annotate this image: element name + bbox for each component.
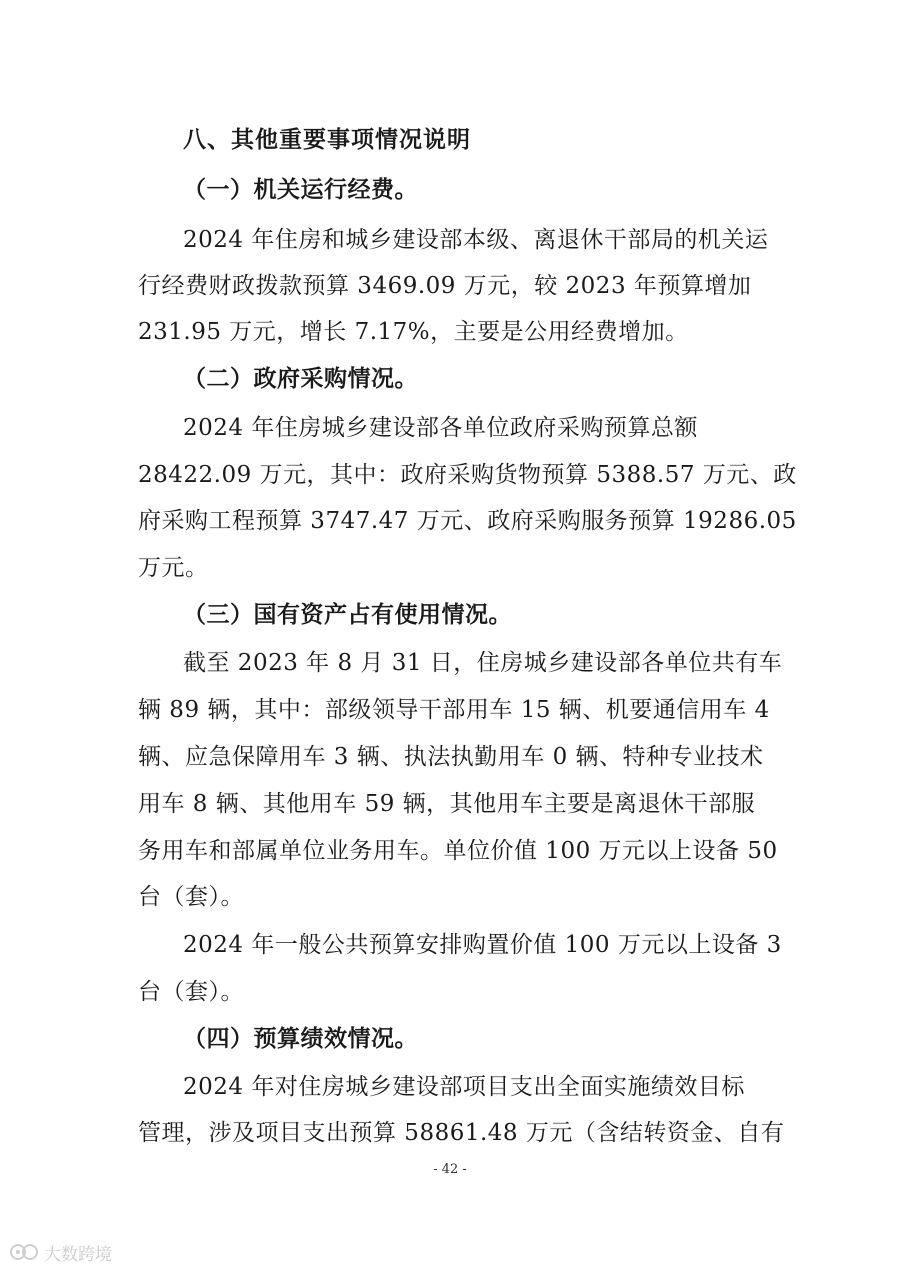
subsection-title-3: （三）国有资产占有使用情况。 — [183, 601, 512, 628]
paragraph-line: 2024 年一般公共预算安排购置价值 100 万元以上设备 3 — [183, 932, 782, 958]
paragraph-line: 辆 89 辆，其中：部级领导干部用车 15 辆、机要通信用车 4 — [138, 697, 770, 723]
paragraph-line: 截至 2023 年 8 月 31 日，住房城乡建设部各单位共有车 — [183, 650, 783, 676]
paragraph-line: 用车 8 辆、其他用车 59 辆，其他用车主要是离退休干部服 — [138, 791, 756, 817]
subsection-title-2: （二）政府采购情况。 — [183, 365, 418, 392]
paragraph-line: 万元。 — [138, 555, 209, 581]
watermark — [10, 1240, 112, 1264]
paragraph-line: 府采购工程预算 3747.47 万元、政府采购服务预算 19286.05 — [138, 508, 797, 534]
paragraph-line: 2024 年对住房城乡建设部项目支出全面实施绩效目标 — [183, 1074, 745, 1100]
paragraph-line: 台（套）。 — [138, 884, 244, 910]
paragraph-line: 务用车和部属单位业务用车。单位价值 100 万元以上设备 50 — [138, 838, 778, 864]
section-heading: 八、其他重要事项情况说明 — [183, 127, 471, 153]
paragraph-line: 2024 年住房和城乡建设部本级、离退休干部局的机关运 — [183, 227, 769, 253]
paragraph-line: 28422.09 万元，其中：政府采购货物预算 5388.57 万元、政 — [138, 462, 797, 488]
paragraph-line: 台（套）。 — [138, 979, 244, 1005]
paragraph-line: 行经费财政拨款预算 3469.09 万元，较 2023 年预算增加 — [138, 273, 752, 299]
paragraph-line: 管理，涉及项目支出预算 58861.48 万元（含结转资金、自有 — [138, 1120, 785, 1146]
paragraph-line: 辆、应急保障用车 3 辆、执法执勤用车 0 辆、特种专业技术 — [138, 744, 764, 770]
watermark-text: 大数跨境 — [44, 1244, 112, 1265]
paragraph-line: 2024 年住房城乡建设部各单位政府采购预算总额 — [183, 415, 698, 441]
subsection-title-4: （四）预算绩效情况。 — [183, 1025, 418, 1052]
paragraph-line: 231.95 万元，增长 7.17%，主要是公用经费增加。 — [138, 319, 689, 345]
subsection-title-1: （一）机关运行经费。 — [183, 176, 418, 203]
page-number: - 42 - — [433, 1162, 467, 1177]
watermark-logo-icon — [10, 1242, 40, 1262]
